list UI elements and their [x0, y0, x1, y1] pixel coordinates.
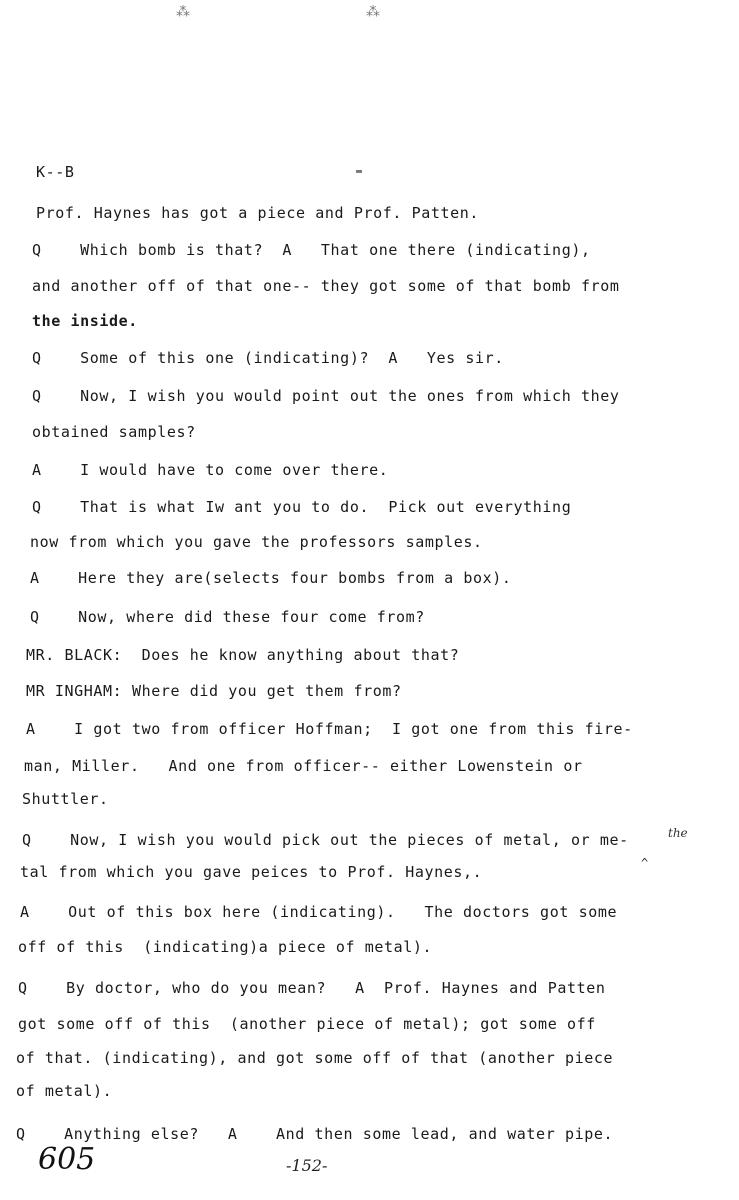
transcript-line: A Here they are(selects four bombs from a box). [30, 569, 512, 587]
transcript-line: Q Which bomb is that? A That one there (indicating), [32, 241, 591, 259]
transcript-line: Q That is what Iw ant you to do. Pick out everything [32, 498, 572, 516]
punch-hole-mark: ⁂ [176, 4, 190, 20]
transcript-line: obtained samples? [32, 423, 196, 441]
transcript-line: and another off of that one-- they got some of that bomb from [32, 277, 620, 295]
transcript-line: of metal). [16, 1082, 113, 1100]
transcript-line: man, Miller. And one from officer-- either Lowenstein or [24, 757, 583, 775]
transcript-line: tal from which you gave peices to Prof. Haynes,. [20, 863, 483, 881]
transcript-line: MR. BLACK: Does he know anything about that? [26, 646, 460, 664]
transcript-line: Q Some of this one (indicating)? A Yes sir. [32, 349, 504, 367]
header-code: K--B [36, 163, 75, 181]
transcript-line: A I would have to come over there. [32, 461, 389, 479]
transcript-line: A Out of this box here (indicating). The doctors got some [20, 903, 618, 921]
interlinear-insertion: the [668, 826, 688, 840]
transcript-line: Q Now, I wish you would pick out the pieces of metal, or me- [22, 831, 629, 849]
transcript-line: off of this (indicating)a piece of metal). [18, 938, 433, 956]
transcript-line: MR INGHAM: Where did you get them from? [26, 682, 402, 700]
handwritten-page-mark: 605 [38, 1142, 96, 1177]
transcript-line: Q Anything else? A And then some lead, and water pipe. [16, 1125, 614, 1143]
transcript-line: Q Now, where did these four come from? [30, 608, 425, 626]
transcript-line: Q Now, I wish you would point out the ones from which they [32, 387, 620, 405]
punch-hole-mark: ⁂ [366, 4, 380, 20]
transcript-line: of that. (indicating), and got some off of that (another piece [16, 1049, 614, 1067]
transcript-line: Q By doctor, who do you mean? A Prof. Haynes and Patten [18, 979, 606, 997]
insertion-caret: ^ [641, 856, 649, 870]
transcript-line: Prof. Haynes has got a piece and Prof. Patten. [36, 204, 480, 222]
ink-mark: ▬ [356, 166, 363, 177]
transcript-line: Shuttler. [22, 790, 109, 808]
transcript-line: A I got two from officer Hoffman; I got one from this fire- [26, 720, 633, 738]
page-number: -152- [286, 1156, 328, 1175]
transcript-line: the inside. [32, 312, 138, 330]
transcript-line: now from which you gave the professors samples. [30, 533, 483, 551]
transcript-line: got some off of this (another piece of metal); got some off [18, 1015, 596, 1033]
